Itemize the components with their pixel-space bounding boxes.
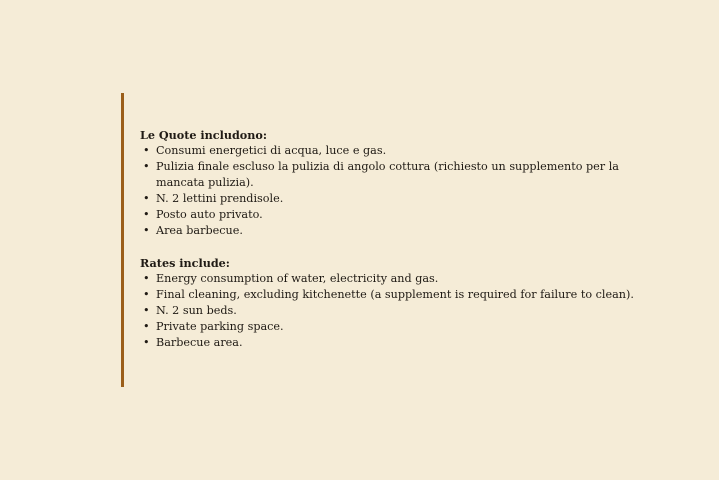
list-item: • Final cleaning, excluding kitchenette (a supplement is required for failure to clean). xyxy=(140,287,640,303)
list-item: • Posto auto privato. xyxy=(140,207,640,223)
list-item: • Consumi energetici di acqua, luce e gas. xyxy=(140,143,640,159)
list-item: • Pulizia finale escluso la pulizia di angolo cottura (richiesto un supplemento per la mancata pulizia). xyxy=(140,159,640,191)
list-item: • N. 2 lettini prendisole. xyxy=(140,191,640,207)
italian-heading: Le Quote includono: xyxy=(140,128,267,142)
english-list xyxy=(140,271,640,351)
list-item: • Area barbecue. xyxy=(140,223,640,239)
list-item: • N. 2 sun beds. xyxy=(140,303,640,319)
list-item: • Energy consumption of water, electricity and gas. xyxy=(140,271,640,287)
english-section xyxy=(140,255,640,351)
rates-content xyxy=(140,127,640,351)
italian-list xyxy=(140,143,640,239)
english-heading: Rates include: xyxy=(140,256,230,270)
italian-section xyxy=(140,127,640,239)
list-item: • Private parking space. xyxy=(140,319,640,335)
list-item: • Barbecue area. xyxy=(140,335,640,351)
accent-bar xyxy=(121,93,124,387)
